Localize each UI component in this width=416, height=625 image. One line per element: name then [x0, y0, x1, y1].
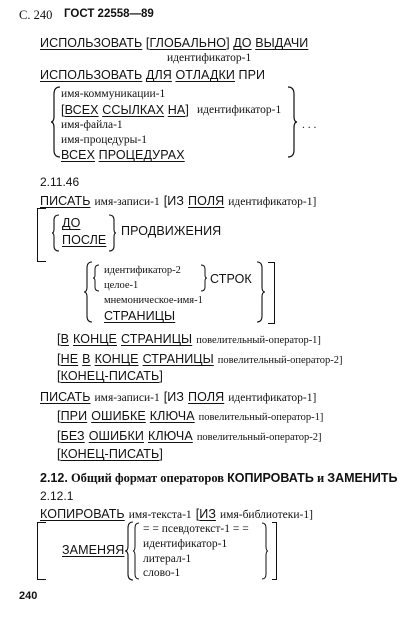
kw-page-2: СТРАНИЦЫ [121, 332, 193, 346]
right-brace-block1 [286, 86, 298, 158]
inner-left-brace-lines [92, 264, 101, 292]
heading-and: и [316, 471, 325, 485]
inner-right-brace-lines [199, 264, 208, 292]
invalid-key [57, 407, 323, 425]
ellipsis: . . . [302, 119, 317, 131]
identifier-1: идентификатор-1 [167, 52, 252, 64]
kw-write: ПИСАТЬ [40, 194, 91, 208]
use-debug-line [40, 68, 265, 82]
kw-key: КЛЮЧА [149, 409, 195, 423]
page-label: С. 240 [19, 8, 53, 22]
imperative-statement-1-b: повелительный-оператор-1] [198, 412, 324, 423]
kw-page-3: СТРАНИЦЫ [142, 352, 214, 366]
imperative-statement-1: повелительный-оператор-1] [196, 335, 321, 346]
page-number: 240 [19, 590, 38, 602]
record-name-1: имя-записи-1 [94, 196, 160, 208]
kw-replacing: ЗАМЕНЯЯ [62, 543, 125, 557]
right-brace-before-after [107, 214, 117, 252]
kw-invalid: ОШИБКЕ [91, 409, 146, 423]
section-2-12-1-number: 2.12.1 [40, 489, 74, 503]
section-2-12-heading [40, 471, 398, 486]
kw-on: ПРИ [238, 68, 266, 82]
text-name-1: имя-текста-1 [128, 509, 192, 521]
kw-key-2: КЛЮЧА [147, 429, 193, 443]
kw-advancing: ПРОДВИЖЕНИЯ [121, 224, 222, 238]
comm-name-1: имя-коммуникации-1 [61, 88, 166, 100]
kw-after: ПОСЛЕ [62, 233, 107, 247]
kw-field-2: ПОЛЯ [188, 390, 225, 404]
right-bracket-advancing [268, 262, 275, 324]
not-invalid-key [57, 427, 322, 445]
kw-debugging: ОТЛАДКИ [175, 68, 235, 82]
inner-left-brace-replacing [132, 522, 141, 580]
kw-copy: КОПИРОВАТЬ [40, 507, 125, 521]
inner-right-brace-replacing [260, 522, 269, 580]
kw-use: ИСПОЛЬЗОВАТЬ [40, 36, 143, 50]
section-2-11-46-number: 2.11.46 [40, 175, 80, 189]
identifier-1-from-2: идентификатор-1] [228, 392, 317, 404]
opt-not-open: [НЕ [57, 352, 79, 366]
record-name-1-b: имя-записи-1 [94, 392, 160, 404]
kw-end-2: КОНЦЕ [94, 352, 139, 366]
kw-lines: СТРОК [210, 272, 252, 286]
opt-from-open-2: [ИЗ [163, 390, 185, 404]
kw-before-2: ДО [62, 216, 81, 230]
copy-line [40, 505, 313, 523]
all-references-of: [ВСЕХ ССЫЛКАХ НА] [61, 103, 189, 117]
use-global-line [40, 36, 308, 50]
opt-at-open: [В [57, 332, 70, 346]
kw-reporting: ВЫДАЧИ [255, 36, 309, 50]
literal-1: литерал-1 [143, 553, 192, 565]
end-write-2: [КОНЕЦ-ПИСАТЬ] [57, 447, 163, 461]
library-name-1: имя-библиотеки-1] [220, 509, 313, 521]
opt-without-open: [БЕЗ [57, 429, 85, 443]
end-write-1: [КОНЕЦ-ПИСАТЬ] [57, 369, 163, 383]
standard-number: ГОСТ 22558—89 [64, 8, 154, 20]
kw-at: В [82, 352, 91, 366]
all-procedures: ВСЕХ ПРОЦЕДУРАХ [61, 148, 185, 162]
mnemonic-name-1: мнемоническое-имя-1 [104, 295, 203, 306]
integer-1: целое-1 [104, 280, 139, 291]
heading-copy: КОПИРОВАТЬ [227, 471, 314, 485]
imperative-statement-2: повелительный-оператор-2] [217, 355, 343, 366]
pseudo-text-1: = = псевдотекст-1 = = [143, 523, 249, 535]
opt-from-open: [ИЗ [163, 194, 185, 208]
kw-field: ПОЛЯ [188, 194, 225, 208]
identifier-2: идентификатор-2 [104, 265, 181, 276]
kw-write-2: ПИСАТЬ [40, 390, 91, 404]
heading-text: Общий формат операторов [70, 471, 225, 485]
left-brace-before-after [51, 214, 61, 252]
opt-invalid-open: [ПРИ [57, 409, 88, 423]
kw-before: ДО [233, 36, 252, 50]
kw-for: ДЛЯ [145, 68, 172, 82]
procedure-name-1: имя-процедуры-1 [61, 134, 147, 146]
kw-page: СТРАНИЦЫ [104, 309, 176, 323]
end-of-page-1 [57, 330, 321, 348]
file-name-1: имя-файла-1 [61, 119, 123, 131]
left-bracket-replacing [37, 522, 46, 580]
word-1: слово-1 [143, 567, 181, 579]
kw-end: КОНЦЕ [73, 332, 117, 346]
heading-number: 2.12. [40, 471, 68, 485]
identifier-1-from: идентификатор-1] [228, 196, 317, 208]
heading-replace: ЗАМЕНИТЬ [327, 471, 398, 485]
imperative-statement-2-b: повелительный-оператор-2] [196, 432, 322, 443]
left-bracket-advancing [37, 208, 46, 262]
outer-right-brace-lines [255, 261, 266, 323]
right-bracket-replacing [272, 522, 277, 580]
opt-of-open: [ИЗ [195, 507, 217, 521]
not-end-of-page [57, 350, 343, 368]
identifier-1-option: идентификатор-1 [197, 104, 282, 116]
opt-global: [ГЛОБАЛЬНО] [145, 36, 230, 50]
write-line-2 [40, 388, 316, 406]
kw-errors: ОШИБКИ [88, 429, 144, 443]
kw-use-2: ИСПОЛЬЗОВАТЬ [40, 68, 143, 82]
write-line-1 [40, 192, 316, 210]
identifier-1-replacing: идентификатор-1 [143, 538, 228, 550]
